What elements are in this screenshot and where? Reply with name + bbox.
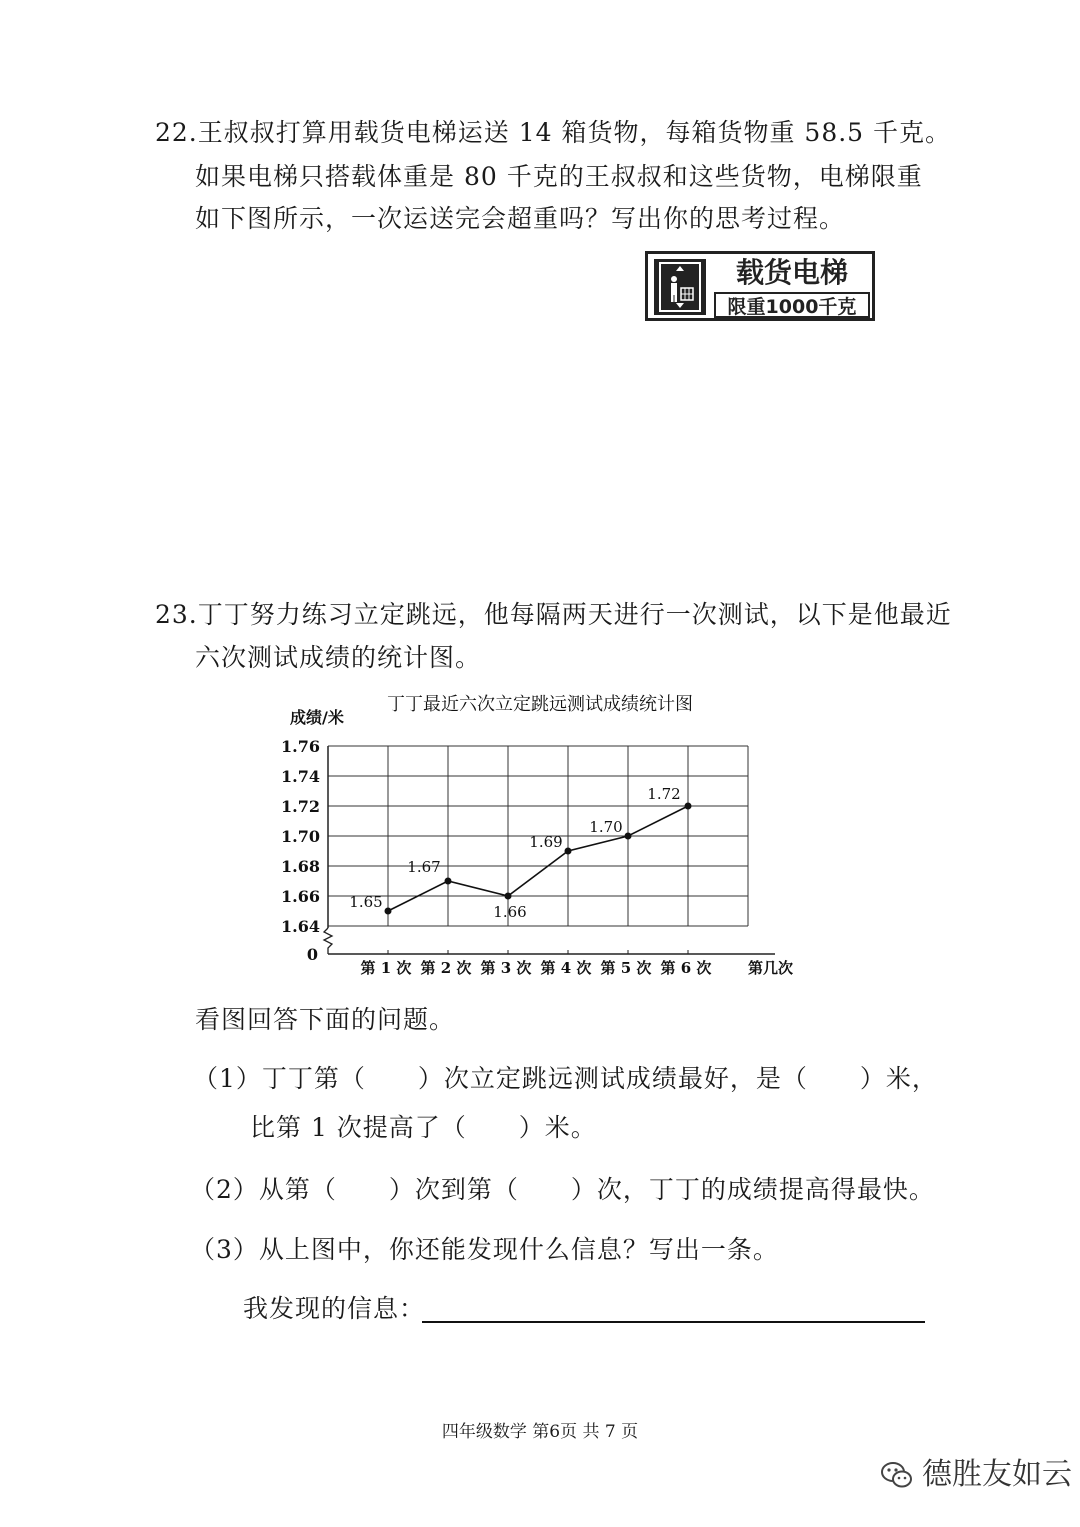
chart-data-point [385, 908, 392, 915]
chart-data-label: 1.70 [589, 818, 623, 836]
chart-y-tick-label: 1.74 [281, 767, 320, 786]
watermark-text: 德胜友如云 [922, 1457, 1072, 1492]
chart-y-tick-label: 1.66 [281, 887, 320, 906]
chart-y-tick-label: 1.64 [281, 917, 320, 936]
page-footer: 四年级数学 第6页 共 7 页 [441, 1422, 639, 1442]
chart-data-label: 1.69 [529, 833, 563, 851]
chart-axis-break [324, 928, 332, 954]
chart-data-point [445, 878, 452, 885]
chart-data-point [565, 848, 572, 855]
chart-y-tick-label: 1.68 [281, 857, 320, 876]
answer-line[interactable] [422, 1321, 925, 1323]
wechat-icon [880, 1460, 914, 1490]
chart-y-tick-label: 1.72 [281, 797, 320, 816]
q23-line-1: 23.丁丁努力练习立定跳远，他每隔两天进行一次测试，以下是他最近 [155, 600, 952, 629]
q23-sub2: （2）从第（ ）次到第（ ）次，丁丁的成绩提高得最快。 [190, 1175, 935, 1204]
chart-y-tick-label: 1.76 [281, 737, 320, 756]
elevator-sign [645, 251, 875, 321]
chart-data-label: 1.67 [407, 858, 441, 876]
q23-sub1-line-2: 比第 1 次提高了（ ）米。 [250, 1113, 597, 1142]
chart-data-label: 1.66 [493, 903, 527, 921]
chart-y-zero: 0 [306, 945, 318, 964]
chart-data-label: 1.65 [349, 893, 383, 911]
sign-weight-limit: 限重1000千克 [714, 292, 870, 318]
q22-line-1: 22.王叔叔打算用载货电梯运送 14 箱货物，每箱货物重 58.5 千克。 [155, 118, 952, 147]
elevator-icon [654, 259, 706, 315]
chart-data-point [625, 833, 632, 840]
q23-sub1-line-1: （1）丁丁第（ ）次立定跳远测试成绩最好，是（ ）米， [193, 1064, 938, 1093]
q23-sub3: （3）从上图中，你还能发现什么信息？写出一条。 [190, 1235, 779, 1264]
chart-x-tick-label: 第 6 次 [660, 959, 712, 977]
chart-x-tick-label: 第 2 次 [420, 959, 472, 977]
chart-title: 丁丁最近六次立定跳远测试成绩统计图 [387, 694, 693, 715]
chart-x-tick-label: 第 1 次 [360, 959, 412, 977]
q22-line-2: 如果电梯只搭载体重是 80 千克的王叔叔和这些货物，电梯限重 [195, 162, 923, 191]
chart-xlabel: 第几次 [748, 959, 794, 977]
chart-x-tick-label: 第 3 次 [480, 959, 532, 977]
watermark [880, 1455, 1072, 1495]
sign-title: 载货电梯 [735, 256, 848, 289]
q23-line-2: 六次测试成绩的统计图。 [195, 643, 482, 672]
answer-label: 我发现的信息： [243, 1294, 426, 1323]
chart-x-ticks [361, 959, 712, 977]
jump-line-chart [270, 690, 810, 985]
chart-x-tick-label: 第 4 次 [540, 959, 592, 977]
chart-y-ticks [281, 737, 320, 936]
chart-y-tick-label: 1.70 [281, 827, 320, 846]
chart-data-label: 1.72 [647, 785, 681, 803]
chart-data-point [505, 893, 512, 900]
chart-x-tick-label: 第 5 次 [600, 959, 652, 977]
q23-prompt: 看图回答下面的问题。 [195, 1005, 456, 1034]
q22-line-3: 如下图所示，一次运送完会超重吗？写出你的思考过程。 [195, 204, 846, 233]
chart-ylabel: 成绩/米 [290, 708, 344, 727]
chart-series [349, 785, 691, 921]
chart-data-point [685, 803, 692, 810]
